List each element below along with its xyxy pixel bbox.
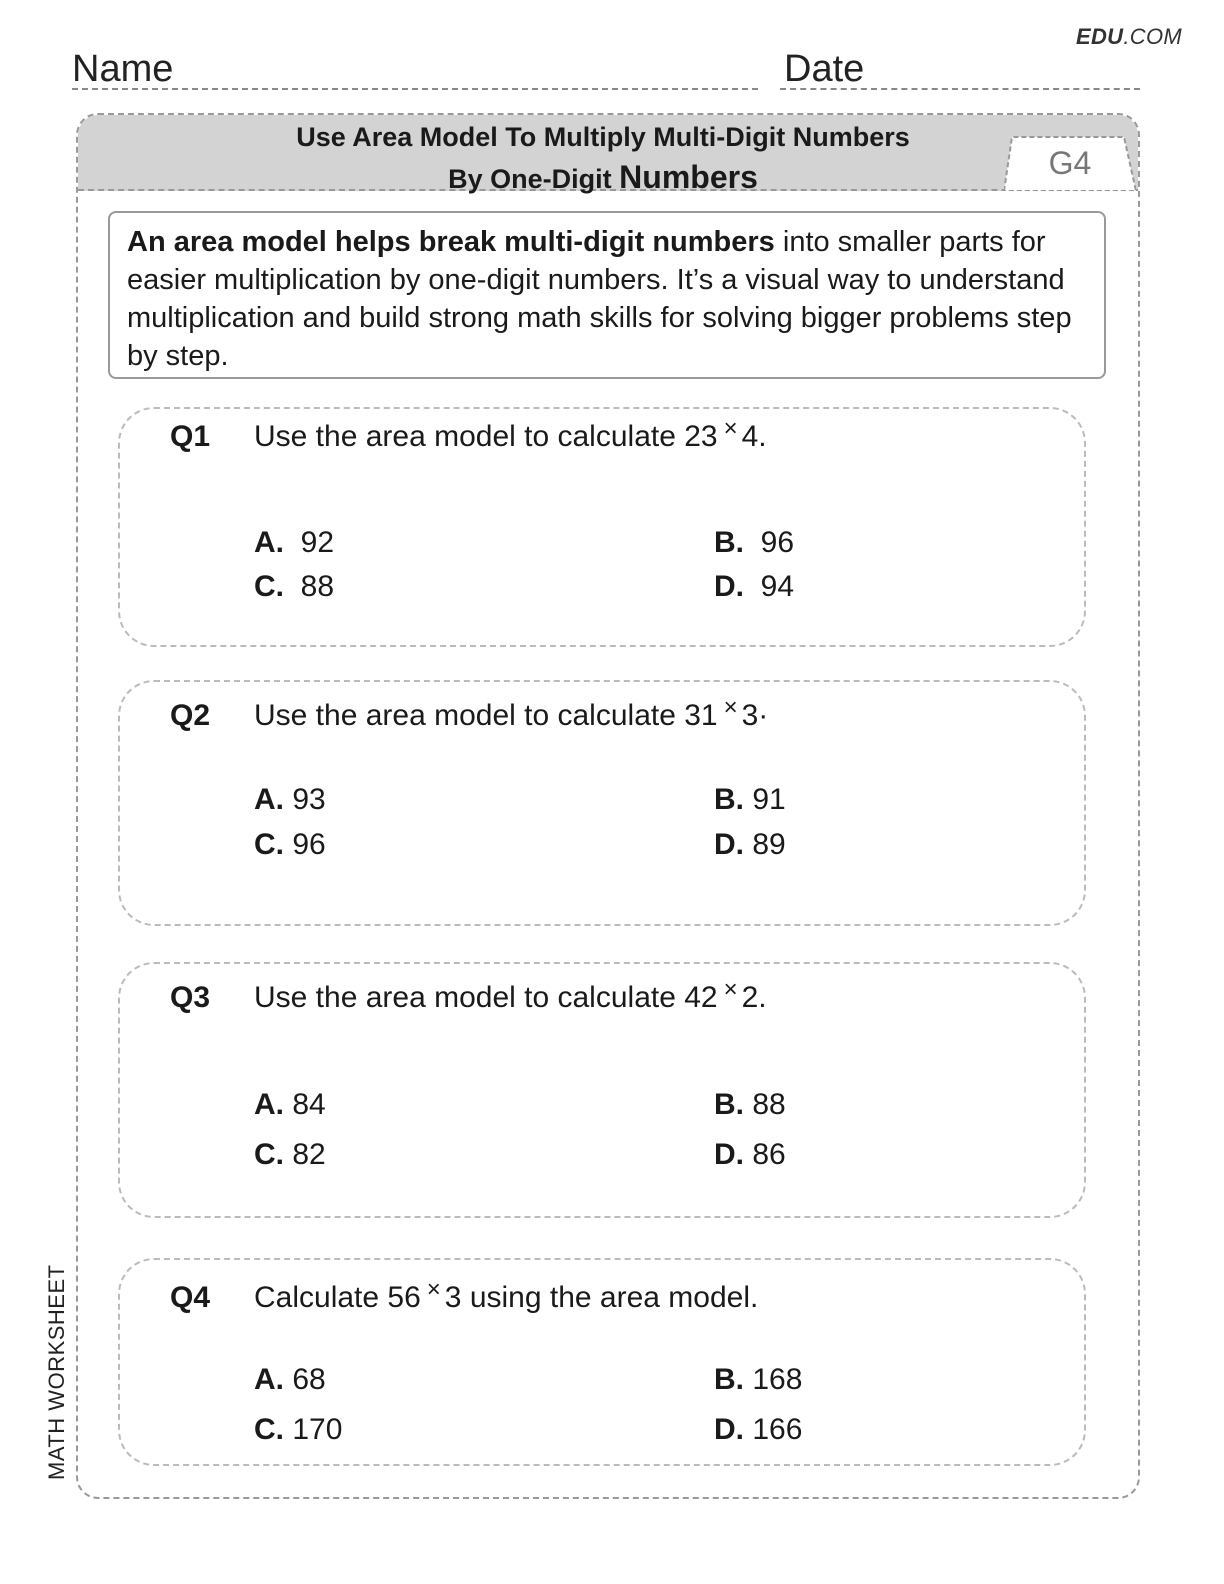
name-field[interactable]: [72, 88, 758, 90]
option-a[interactable]: A. 68: [254, 1363, 326, 1396]
times-icon: ×: [723, 694, 738, 721]
question-text: Use the area model to calculate 31 × 3·: [254, 698, 768, 736]
question-text: Calculate 56 × 3 using the area model.: [254, 1280, 758, 1318]
worksheet-title: Use Area Model To Multiply Multi-Digit Numbers By One-Digit Numbers: [296, 122, 910, 195]
grade-label: G4: [1048, 145, 1092, 181]
question-number: Q1: [170, 420, 211, 453]
question-card-1: [118, 407, 1086, 647]
question-text: Use the area model to calculate 23 × 4.: [254, 419, 767, 457]
option-b[interactable]: B. 88: [714, 1088, 786, 1121]
times-icon: ×: [723, 415, 738, 442]
brand-logo: EDU.COM: [1076, 24, 1182, 49]
intro-box: [108, 211, 1106, 379]
times-icon: ×: [426, 1276, 441, 1303]
option-a[interactable]: A. 93: [254, 783, 326, 816]
side-label: MATH WORKSHEET: [44, 1264, 69, 1480]
name-label: Name: [72, 48, 174, 90]
option-b[interactable]: B. 96: [714, 526, 795, 559]
option-c[interactable]: C. 82: [254, 1138, 326, 1171]
option-d[interactable]: D. 94: [714, 570, 795, 603]
worksheet-frame: [76, 113, 1140, 1499]
question-number: Q3: [170, 981, 211, 1014]
option-d[interactable]: D. 166: [714, 1413, 803, 1446]
option-d[interactable]: D. 86: [714, 1138, 786, 1171]
option-a[interactable]: A. 92: [254, 526, 335, 559]
intro-bold-text: An area model helps break multi-digit numbers: [127, 226, 775, 258]
option-b[interactable]: B. 91: [714, 783, 786, 816]
question-number: Q4: [170, 1281, 211, 1314]
option-a[interactable]: A. 84: [254, 1088, 326, 1121]
option-c[interactable]: C. 170: [254, 1413, 343, 1446]
date-field[interactable]: [780, 88, 1140, 90]
question-card-2: [118, 680, 1086, 926]
option-c[interactable]: C. 96: [254, 828, 326, 861]
intro-text: into smaller parts for easier multiplication by one-digit numbers. It’s a visual way to understand multiplication and build strong math skills for solving bigger problems step by step.: [127, 226, 1072, 372]
date-label: Date: [784, 48, 865, 90]
grade-tab: [1004, 135, 1124, 191]
option-c[interactable]: C. 88: [254, 570, 335, 603]
title-band: [78, 115, 1138, 195]
question-text: Use the area model to calculate 42 × 2.: [254, 980, 767, 1018]
option-b[interactable]: B. 168: [714, 1363, 803, 1396]
name-date-row: [72, 48, 1140, 90]
question-card-3: [118, 962, 1086, 1218]
option-d[interactable]: D. 89: [714, 828, 786, 861]
times-icon: ×: [723, 976, 738, 1003]
question-card-4: [118, 1258, 1086, 1466]
question-number: Q2: [170, 699, 211, 732]
